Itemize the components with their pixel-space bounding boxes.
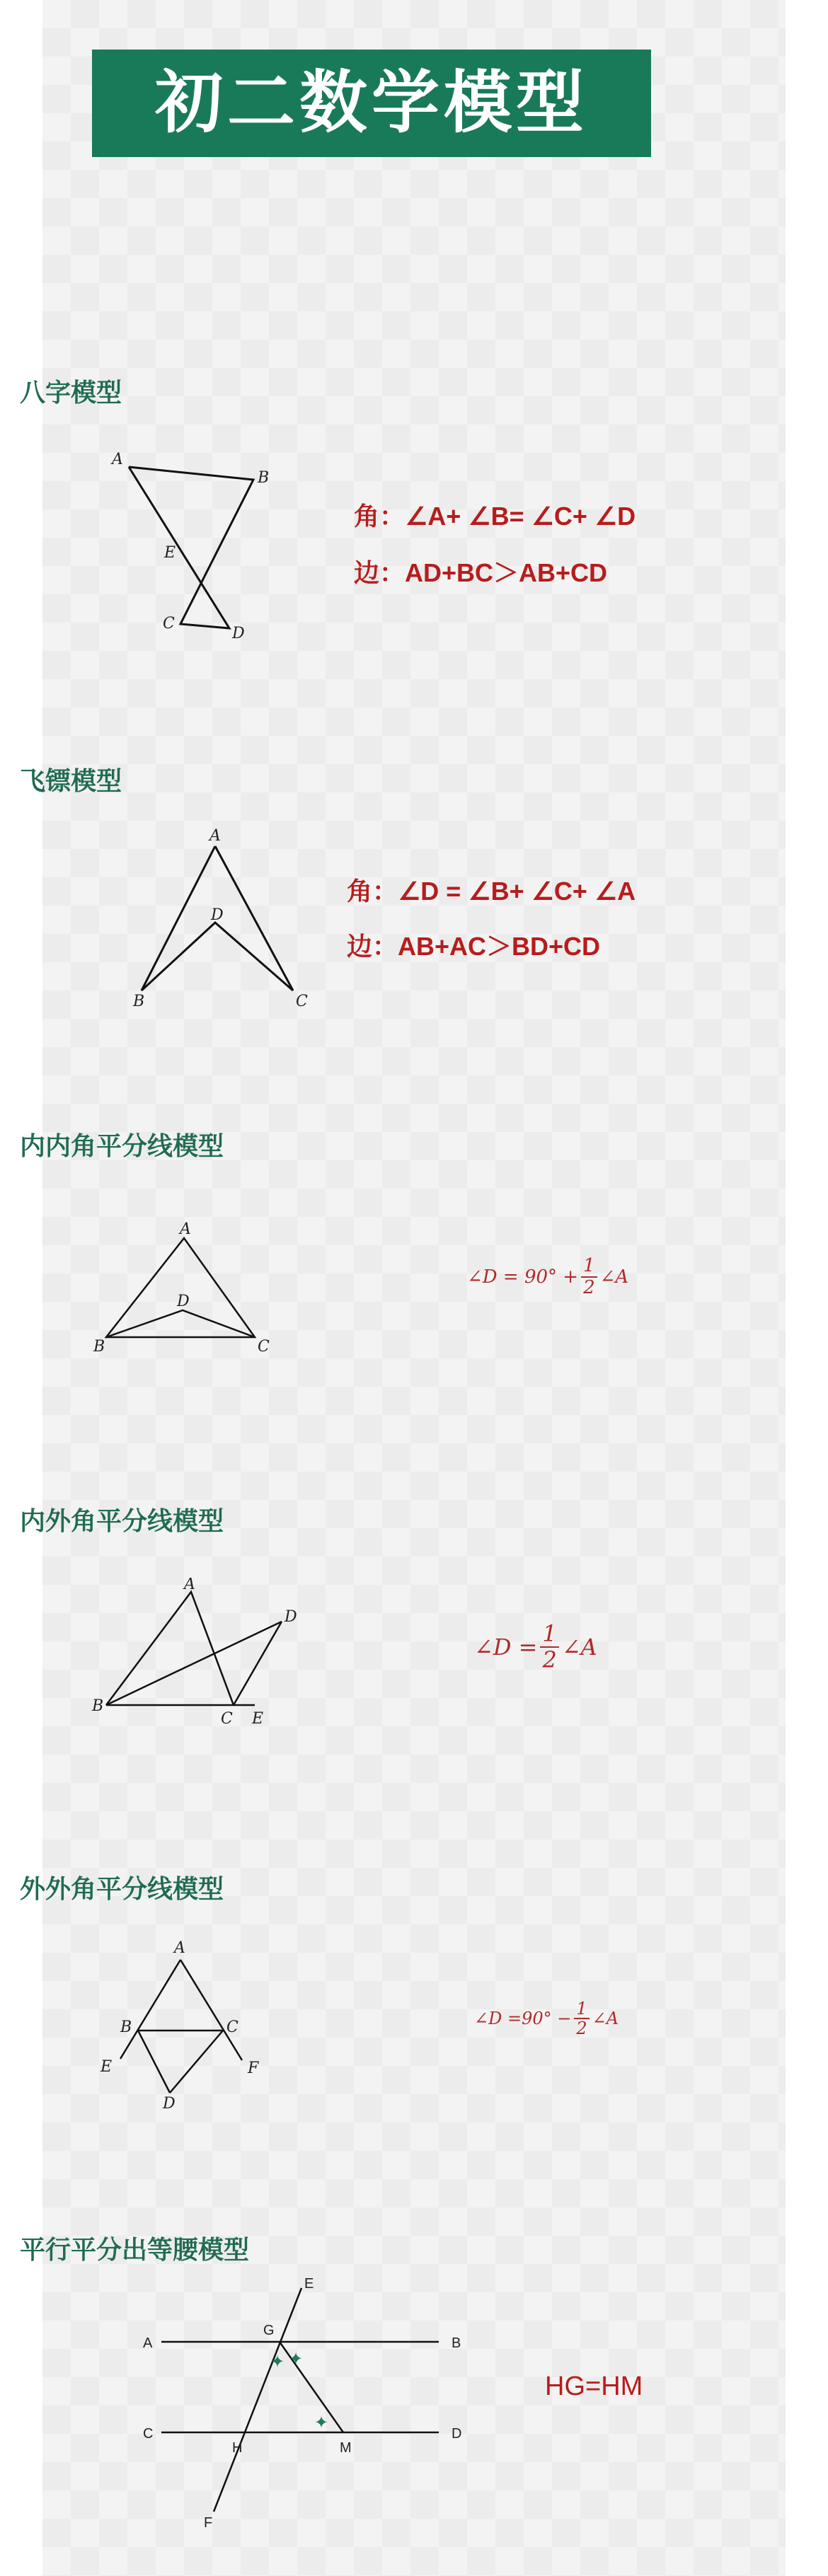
title-banner: 初二数学模型: [92, 50, 651, 157]
angle-rule: 角：∠A+ ∠B= ∠C+ ∠D: [354, 502, 636, 531]
formula-inner-outer: [474, 1622, 597, 1673]
side-rule: 边：AD+BC＞AB+CD: [354, 558, 608, 587]
point-label: D: [232, 625, 245, 642]
point-label: F: [204, 2515, 213, 2531]
point-label: E: [252, 1710, 264, 1728]
point-label: E: [164, 544, 176, 562]
formula-lhs: ∠D = 90° +: [467, 1266, 579, 1288]
point-label: A: [184, 1578, 195, 1593]
isosceles-result: HG=HM: [545, 2372, 643, 2401]
point-label: A: [143, 2335, 153, 2351]
point-label: D: [163, 2095, 176, 2113]
formula-outer-outer: [474, 1999, 619, 2038]
outer-outer-diagram: [78, 1939, 290, 2122]
formula-rhs: ∠A: [592, 2009, 619, 2029]
point-label: D: [211, 906, 224, 924]
fraction-denominator: 2: [576, 2018, 587, 2039]
section-title-inner-inner: 内内角平分线模型: [20, 1131, 224, 1160]
parallel-diagram: [127, 2278, 481, 2533]
point-label: C: [221, 1710, 233, 1728]
angle-rule: 角：∠D = ∠B+ ∠C+ ∠A: [347, 877, 636, 906]
point-label: B: [133, 993, 145, 1010]
fraction: [581, 1256, 597, 1298]
point-label: A: [209, 827, 221, 845]
point-label: B: [120, 2018, 132, 2036]
point-label: C: [143, 2426, 154, 2442]
point-label: D: [452, 2426, 462, 2442]
formula-inner-inner: [467, 1256, 628, 1298]
point-label: B: [452, 2335, 461, 2351]
point-label: C: [296, 993, 308, 1010]
formula-lhs: ∠D =: [474, 1634, 538, 1661]
point-label: F: [248, 2060, 259, 2077]
point-label: C: [258, 1338, 270, 1356]
section-title-inner-outer: 内外角平分线模型: [20, 1506, 224, 1535]
point-label: C: [226, 2018, 238, 2036]
point-label: D: [177, 1293, 190, 1310]
section-title-parallel: 平行平分出等腰模型: [20, 2235, 250, 2264]
inner-inner-diagram: [85, 1217, 290, 1358]
inner-outer-diagram: [85, 1578, 318, 1733]
point-label: M: [340, 2440, 352, 2456]
fraction: [540, 1622, 558, 1673]
point-label: H: [232, 2440, 243, 2456]
point-label: E: [304, 2278, 314, 2292]
point-label: A: [174, 1939, 185, 1957]
section-title-outer-outer: 外外角平分线模型: [20, 1874, 224, 1903]
fraction: [574, 1999, 589, 2038]
point-label: D: [284, 1608, 297, 1626]
point-label: B: [92, 1697, 104, 1715]
fraction-denominator: 2: [583, 1276, 595, 1298]
point-label: B: [93, 1338, 105, 1356]
angle-mark: ✦: [289, 2349, 304, 2369]
section-title-dart: 飞镖模型: [20, 766, 122, 795]
point-label: G: [263, 2323, 275, 2338]
point-label: A: [112, 451, 123, 468]
side-rule: 边：AB+AC＞BD+CD: [347, 932, 601, 961]
figure8-diagram: [92, 439, 290, 651]
fraction-numerator: 1: [540, 1622, 558, 1648]
fraction-numerator: 1: [574, 1999, 589, 2019]
fraction-denominator: 2: [542, 1646, 557, 1674]
angle-mark: ✦: [270, 2352, 285, 2372]
dart-diagram: [120, 821, 318, 1012]
formula-rhs: ∠A: [599, 1266, 629, 1288]
point-label: E: [100, 2058, 113, 2076]
point-label: C: [163, 615, 175, 633]
section-title-figure8: 八字模型: [20, 378, 122, 407]
angle-mark: ✦: [314, 2413, 329, 2432]
formula-rhs: ∠A: [561, 1634, 597, 1661]
point-label: B: [258, 469, 270, 487]
formula-lhs: ∠D =90° −: [474, 2009, 572, 2029]
fraction-numerator: 1: [581, 1256, 597, 1278]
point-label: A: [180, 1220, 191, 1238]
